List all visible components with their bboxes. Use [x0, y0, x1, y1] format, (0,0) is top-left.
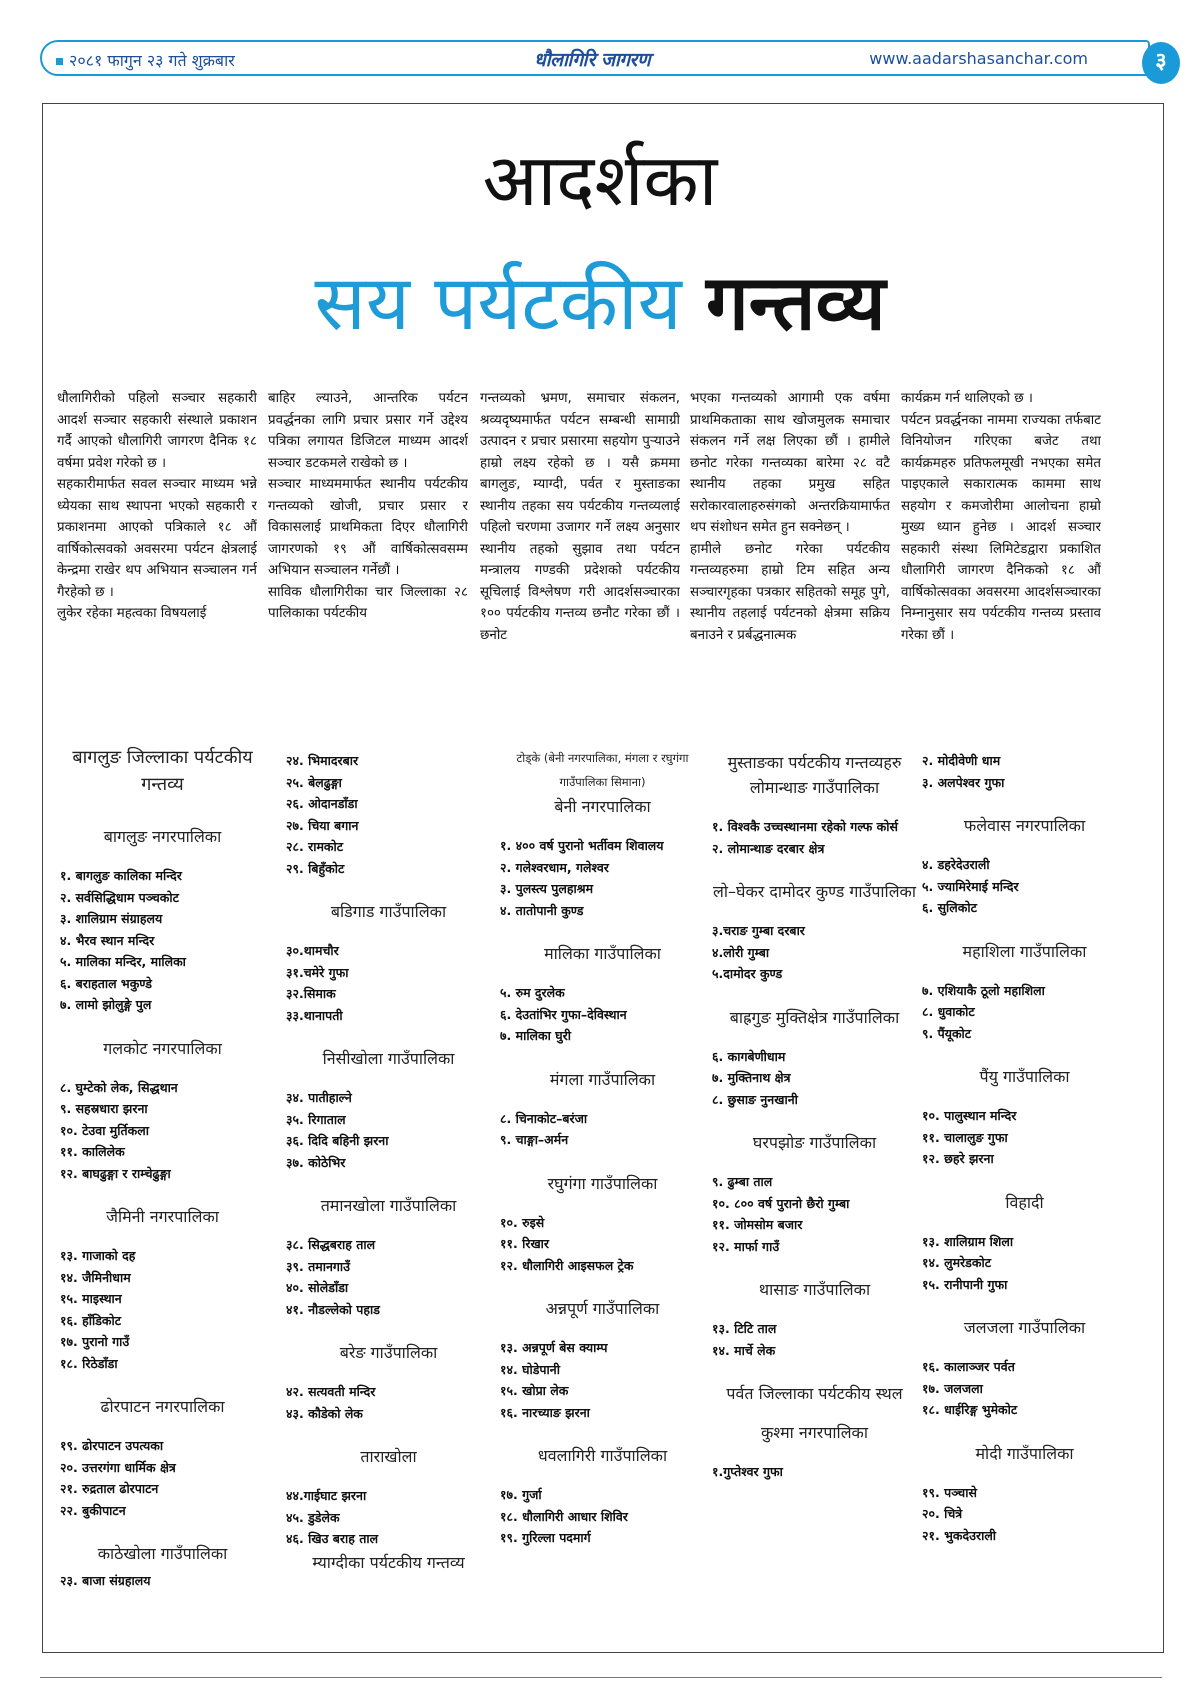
intro-column-1	[57, 388, 257, 716]
list-item: ९. पैंयूकोट	[922, 1025, 972, 1041]
section-annapurna	[500, 1296, 705, 1423]
section-title: जलजला गाउँपालिका	[963, 1318, 1086, 1337]
list-item: १६. नारच्याङ झरना	[500, 1404, 590, 1420]
section-tarakhola	[286, 1444, 491, 1550]
list-item: १. विश्वकै उच्चस्थानमा रहेको गल्फ कोर्स	[712, 819, 898, 834]
section-dhawalagiri	[500, 1443, 705, 1549]
list-item: २४. भिमादरबार	[286, 753, 359, 768]
section-phalewas	[922, 813, 1127, 919]
district-title: बागलुङ जिल्लाका पर्यटकीय गन्तव्य	[72, 747, 253, 795]
section-baglung	[60, 824, 265, 1016]
section-continued	[286, 750, 491, 879]
section-title: कुश्मा नगरपालिका	[761, 1423, 868, 1442]
list-item: १५. रानीपानी गुफा	[922, 1276, 1008, 1292]
list-item: २. गलेश्वरधाम, गलेश्वर	[500, 859, 609, 875]
section-malika	[500, 941, 705, 1047]
headline-line2	[0, 255, 1200, 350]
list-item: १३. शालिग्राम शिला	[922, 1233, 1014, 1249]
list-item: १९. पञ्चासे	[922, 1484, 977, 1500]
section-gharpajhong	[712, 1130, 917, 1257]
list-item: ३१.चमेरे गुफा	[286, 964, 349, 980]
list-item: ७. मालिका घुरी	[500, 1028, 571, 1043]
list-item: १८. धाईरिङ्ग भुमेकोट	[922, 1402, 1018, 1417]
section-galkot	[60, 1036, 265, 1185]
section-title: बागलुङ नगरपालिका	[103, 827, 222, 846]
list-item: ९. चाङ्गा–अर्मन	[500, 1132, 569, 1147]
list-item: ३.चराङ गुम्बा दरबार	[712, 923, 805, 938]
list-item: १५. खोप्रा लेक	[500, 1383, 569, 1398]
list-item: २३. बाजा संग्रहालय	[60, 1573, 151, 1588]
list-item: ४२. सत्यवती मन्दिर	[286, 1384, 376, 1399]
intro-paragraph: लुकेर रहेका महत्वका विषयलाई	[57, 606, 207, 621]
list-item: २७. चिया बगान	[286, 817, 359, 833]
list-item: १३. अन्नपूर्ण बेस क्याम्प	[500, 1340, 608, 1355]
list-item: ७. एशियाकै ठूलो महाशिला	[922, 982, 1045, 998]
section-lo-ghekar	[712, 879, 917, 985]
list-item: ७. मुक्तिनाथ क्षेत्र	[712, 1070, 791, 1085]
section-thasang	[712, 1277, 917, 1361]
intro-paragraph: कार्यक्रम गर्न थालिएको छ ।	[901, 391, 1033, 406]
list-item: ४५. डुडेलेक	[286, 1509, 340, 1525]
list-item: १०. ८०० वर्ष पुरानो छैरो गुम्बा	[712, 1195, 850, 1211]
list-item: ३२.सिमाक	[286, 986, 336, 1001]
list-item: ११. चालालुङ गुफा	[922, 1129, 1008, 1145]
section-tamankhola	[286, 1193, 491, 1320]
list-item: १३. गाजाको दह	[60, 1248, 136, 1263]
section-title: निसीखोला गाउँपालिका	[322, 1049, 455, 1068]
list-item: ६. देउतांभिर गुफा–देविस्थान	[500, 1006, 627, 1022]
list-item: ६. कागबेणीधाम	[712, 1048, 786, 1064]
list-item: ५. ज्यामिरेमाई मन्दिर	[922, 878, 1019, 894]
list-item: ८. छुसाङ नुनखानी	[712, 1091, 798, 1107]
list-item: ९. ढुम्बा ताल	[712, 1174, 773, 1189]
list-item: ८. घुम्टेको लेक, सिद्धथान	[60, 1079, 178, 1095]
masthead-logo: धौलागिरि जागरण	[534, 49, 651, 71]
list-item: ३९. तमानगाउँ	[286, 1258, 351, 1274]
section-title: मोदी गाउँपालिका	[975, 1443, 1074, 1463]
list-item: १०. पालुस्थान मन्दिर	[922, 1108, 1017, 1123]
list-item: ५.दामोदर कुण्ड	[712, 966, 783, 981]
section-barhagaun	[712, 1005, 917, 1111]
list-item: ६. सुलिकोट	[922, 900, 977, 915]
section-dhorpatan	[60, 1394, 265, 1521]
section-title: थासाङ गाउँपालिका	[758, 1280, 871, 1299]
section-bihadi	[922, 1190, 1127, 1296]
list-item: २६. ओदानडाँडा	[286, 796, 358, 811]
website-url[interactable]: www.aadarshasanchar.com	[869, 49, 1088, 68]
list-item: ३. पुलस्त्य पुलहाश्रम	[500, 881, 594, 896]
header-bar	[40, 40, 1150, 76]
section-title: बेनी नगरपालिका	[554, 797, 651, 816]
intro-paragraph: धौलागिरीको पहिलो सञ्चार सहकारी आदर्श सञ्चार सहकारी संस्थाले प्रकाशन गर्दै आएको धौलागिरी जागरण दैनिक १८ वर्षमा प्रवेश गरेको छ ।	[57, 391, 257, 471]
list-item: ३३.थानापती	[286, 1007, 343, 1023]
district-title-myagdi: म्याग्दीका पर्यटकीय गन्तव्य	[312, 1552, 465, 1572]
list-item: १७. जलजला	[922, 1380, 983, 1396]
section-kushma	[712, 1420, 917, 1483]
list-item: १. बागलुङ कालिका मन्दिर	[60, 868, 182, 883]
list-column-2	[286, 750, 491, 1575]
list-item: ४. तातोपानी कुण्ड	[500, 902, 584, 918]
list-item: ३८. सिद्धबराह ताल	[286, 1237, 376, 1252]
section-title: बाह्रगुङ मुक्तिक्षेत्र गाउँपालिका	[729, 1007, 900, 1027]
list-item: २८. रामकोट	[286, 839, 344, 854]
intro-paragraph: साविक धौलागिरीका चार जिल्लाका २८ पालिकाका पर्यटकीय	[268, 584, 468, 621]
section-beni	[500, 794, 705, 921]
list-item: १.गुप्तेश्वर गुफा	[712, 1464, 783, 1479]
list-item: १२. मार्फा गाउँ	[712, 1238, 780, 1254]
intro-column-3	[480, 388, 680, 716]
section-title: मालिका गाउँपालिका	[544, 944, 661, 963]
list-item: १६. हाँडिकोट	[60, 1312, 122, 1328]
headline-blue-text: सय पर्यटकीय	[314, 258, 682, 347]
section-title: बडिगाड गाउँपालिका	[330, 902, 447, 921]
section-title: मंगला गाउँपालिका	[549, 1069, 656, 1089]
list-item: ३६. दिदि बहिनी झरना	[286, 1133, 389, 1148]
section-title: बरेङ गाउँपालिका	[339, 1343, 438, 1362]
section-title: फलेवास नगरपालिका	[963, 816, 1086, 835]
list-item: २. लोमान्थाङ दरबार क्षेत्र	[712, 840, 825, 856]
intro-paragraph: पर्यटन प्रवर्द्धनका नाममा राज्यका तर्फबाट विनियोजन गरिएका बजेट तथा कार्यक्रमहरु प्रतिफलमूखी नभएका समेत पाइएकाले सकारात्मक काममा साथ सहयोग र कमजोरीमा आलोचना हाम्रो मुख्य ध्यान हुनेछ । आदर्श सञ्चार सहकारी संस्था लिमिटेडद्वारा प्रकाशित धौलागिरी जागरण दैनिकको १८ औं वार्षिकोत्सवका अवसरमा आदर्शसञ्चारका निम्नानुसार सय पर्यटकीय गन्तव्य प्रस्ताव गरेका छौं ।	[901, 412, 1101, 643]
list-item: ४३. कौडेको लेक	[286, 1405, 363, 1421]
section-title: धवलागिरी गाउँपालिका	[537, 1446, 668, 1465]
list-item: १६. कालाञ्जर पर्वत	[922, 1359, 1015, 1374]
list-item: १. ४०० वर्ष पुरानो भर्तीवम शिवालय	[500, 838, 664, 853]
section-bareng	[286, 1340, 491, 1424]
list-item: १७. गुर्जा	[500, 1487, 542, 1502]
section-continued	[922, 750, 1127, 793]
section-title: ढोरपाटन नगरपालिका	[100, 1397, 225, 1416]
section-mangala	[500, 1067, 705, 1151]
list-item: १८. रिठेडाँडा	[60, 1355, 118, 1371]
list-column-4	[712, 750, 917, 1483]
section-note: टोड्के (बेनी नगरपालिका, मंगला र रघुगंगा गाउँपालिका सिमाना)	[516, 751, 689, 789]
section-title: घरपझोङ गाउँपालिका	[752, 1133, 877, 1152]
list-item: १७. पुरानो गाउँ	[60, 1334, 130, 1349]
list-item: २. मोदीवेणी धाम	[922, 753, 1001, 768]
section-jaimini	[60, 1204, 265, 1374]
list-item: ४. डहरेदेउराली	[922, 857, 990, 872]
section-jaljala	[922, 1315, 1127, 1421]
list-item: २१. रुद्रताल ढोरपाटन	[60, 1481, 159, 1496]
intro-paragraph: सञ्चार माध्यममार्फत स्थानीय पर्यटकीय गन्तव्यको खोजी, प्रचार प्रसार र विकासलाई प्राथमिकता दिएर धौलागिरी जागरणको १९ औं वार्षिकोत्सवसम्म अभियान सञ्चालन गर्नेछौं ।	[268, 477, 468, 578]
section-title: अन्नपूर्ण गाउँपालिका	[545, 1299, 660, 1318]
list-item: १४. लुमरेडकोट	[922, 1255, 991, 1270]
headline-black-text: गन्तव्य	[705, 258, 886, 347]
list-item: ५. मालिका मन्दिर, मालिका	[60, 954, 186, 969]
list-item: ३४. पातीहाल्ने	[286, 1090, 352, 1105]
list-item: ४.लोरी गुम्बा	[712, 944, 770, 960]
intro-paragraph: गन्तव्यको भ्रमण, समाचार संकलन, श्रव्यदृष्यमार्फत पर्यटन सम्बन्धी सामाग्री उत्पादन र प्रचार प्रसारमा सहयोग पुऱ्याउने हाम्रो लक्ष्य रहेको छ । यसै क्रममा बागलुङ, म्याग्दी, पर्वत र मुस्ताङका स्थानीय तहका सय पर्यटकीय गन्तव्यलाई पहिलो चरणमा उजागर गर्ने लक्ष्य अनुसार स्थानीय तहको सुझाव तथा पर्यटन मन्त्रालय गण्डकी प्रदेशको पर्यटकीय सूचिलाई विश्लेषण गरी आदर्शसञ्चारका १०० पर्यटकीय गन्तव्य छनौट गरेका छौं । छनोट	[480, 391, 680, 643]
list-item: ८. चिनाकोट–बरंजा	[500, 1110, 588, 1126]
header-date	[56, 49, 235, 71]
list-item: १४. जैमिनीधाम	[60, 1269, 131, 1285]
section-modi	[922, 1441, 1127, 1547]
section-title: ताराखोला	[360, 1447, 417, 1466]
list-item: ४. भैरव स्थान मन्दिर	[60, 932, 155, 948]
list-item: १०. टेउवा मुर्तिकला	[60, 1122, 149, 1138]
section-mahashila	[922, 939, 1127, 1045]
list-item: ७. लामो झोलुङ्गे पुल	[60, 997, 152, 1012]
section-title: गलकोट नगरपालिका	[103, 1038, 222, 1058]
list-item: ४४.गाईघाट झरना	[286, 1488, 367, 1503]
list-item: २. सर्वसिद्धिधाम पञ्चकोट	[60, 889, 179, 905]
section-title: काठेखोला गाउँपालिका	[97, 1544, 228, 1563]
list-item: १८. धौलागिरी आधार शिविर	[500, 1508, 628, 1524]
section-raghuganga	[500, 1171, 705, 1277]
list-item: १५. माइस्थान	[60, 1291, 122, 1306]
list-item: १९. गुरिल्ला पदमार्ग	[500, 1530, 591, 1545]
section-nisikhola	[286, 1046, 491, 1173]
section-title: विहादी	[1005, 1192, 1044, 1212]
footer-divider	[40, 1677, 1162, 1678]
list-item: १२. बाघढुङ्गा र राम्चेढुङ्गा	[60, 1165, 171, 1181]
section-title: पैंयु गाउँपालिका	[979, 1067, 1070, 1086]
list-column-3	[500, 746, 705, 1549]
section-title: महाशिला गाउँपालिका	[962, 941, 1087, 961]
list-item: ९. सहस्रधारा झरना	[60, 1101, 148, 1116]
list-column-5	[922, 750, 1127, 1546]
list-item: ११. कालिलेक	[60, 1144, 125, 1159]
list-item: २५. बेलढुङ्गा	[286, 774, 342, 790]
section-lomanthang	[712, 750, 917, 859]
section-painyu	[922, 1064, 1127, 1170]
list-item: २०. उत्तरगंगा धार्मिक क्षेत्र	[60, 1459, 176, 1475]
list-item: ३०.थामचौर	[286, 943, 339, 958]
headline-line1: आदर्शका	[482, 138, 718, 222]
section-title: मुस्ताङका पर्यटकीय गन्तव्यहरु लोमान्थाङ गाउँपालिका	[727, 753, 902, 797]
list-item: २९. बिहुँकोट	[286, 860, 345, 876]
section-kathekhola	[60, 1541, 265, 1592]
list-item: ४६. खिउ बराह ताल	[286, 1531, 379, 1546]
list-item: ५. रुम दुरलेक	[500, 985, 565, 1000]
list-column-1	[60, 744, 265, 1592]
list-item: १४. मार्चे लेक	[712, 1342, 776, 1358]
intro-column-2	[268, 388, 468, 716]
list-item: १०. रुइसे	[500, 1214, 545, 1230]
list-item: १३. टिटि ताल	[712, 1321, 777, 1336]
intro-column-5	[901, 388, 1101, 716]
list-item: २०. चित्रे	[922, 1506, 963, 1521]
list-item: ३. शालिग्राम संग्राहलय	[60, 911, 163, 926]
list-item: ३. अलपेश्वर गुफा	[922, 774, 1005, 790]
list-item: ३७. कोठेभिर	[286, 1154, 346, 1170]
list-item: ४१. नौडल्लेको पहाड	[286, 1301, 380, 1317]
intro-column-4	[690, 388, 890, 716]
intro-paragraph: हामीले छनोट गरेका पर्यटकीय गन्तव्यहरुमा हाम्रो टिम सहित अन्य सञ्चारगृहका पत्रकार सहितको समूह पुगे, स्थानीय तहलाई पर्यटनको क्षेत्रमा सक्रिय बनाउने र प्रर्बद्धनात्मक	[690, 541, 890, 643]
list-item: ८. धुवाकोट	[922, 1004, 975, 1019]
intro-paragraph: सहकारीमार्फत सवल सञ्चार माध्यम भन्ने ध्येयका साथ स्थापना भएको सहकारी र प्रकाशनमा आएको पत्रिकाले १८ औं वार्षिकोत्सवको अवसरमा पर्यटन क्षेत्रलाई केन्द्रमा राखेर थप अभियान सञ्चालन गर्न गैरहेको छ ।	[57, 477, 257, 600]
list-item: ११. जोमसोम बजार	[712, 1217, 803, 1232]
list-item: ३५. रिगाताल	[286, 1111, 346, 1127]
list-item: १२. छहरे झरना	[922, 1151, 994, 1166]
section-title: रघुगंगा गाउँपालिका	[547, 1173, 658, 1193]
list-item: ४०. सोलेडाँडा	[286, 1280, 349, 1295]
list-item: १२. धौलागिरी आइसफल ट्रेक	[500, 1257, 634, 1273]
list-item: २१. भुकदेउराली	[922, 1527, 997, 1543]
section-title: लो–घेकर दामोदर कुण्ड गाउँपालिका	[713, 882, 916, 901]
district-title-parbat: पर्वत जिल्लाका पर्यटकीय स्थल	[726, 1384, 903, 1403]
intro-paragraph: बाहिर ल्याउने, आन्तरिक पर्यटन प्रवर्द्धनका लागि प्रचार प्रसार गर्ने उद्देश्य पत्रिका लगायत डिजिटल माध्यम आदर्श सञ्चार डटकमले राखेको छ ।	[268, 391, 468, 471]
section-title: जैमिनी नगरपालिका	[106, 1207, 219, 1226]
page-number-badge: ३	[1142, 42, 1180, 84]
list-item: १४. घोडेपानी	[500, 1361, 560, 1377]
list-item: ६. बराहताल भकुण्डे	[60, 975, 152, 991]
list-item: २२. बुकीपाटन	[60, 1502, 126, 1518]
list-item: १९. ढोरपाटन उपत्यका	[60, 1438, 164, 1453]
list-item: ११. रिखार	[500, 1236, 550, 1251]
intro-paragraph: भएका गन्तव्यको आगामी एक वर्षमा प्राथमिकताका साथ खोजमुलक समाचार संकलन गर्ने लक्ष लिएका छौं । हामीले छनोट गरेका गन्तव्यका बारेमा २८ वटै स्थानीय तहका प्रमुख सहित सरोकारवालाहरुसंगको अन्तरक्रियामार्फत थप संशोधन समेत हुन सक्नेछन् ।	[690, 391, 890, 535]
section-title: तमानखोला गाउँपालिका	[320, 1196, 457, 1215]
date-text: २०८१ फागुन २३ गते शुक्रबार	[69, 51, 235, 70]
section-badigad	[286, 899, 491, 1026]
